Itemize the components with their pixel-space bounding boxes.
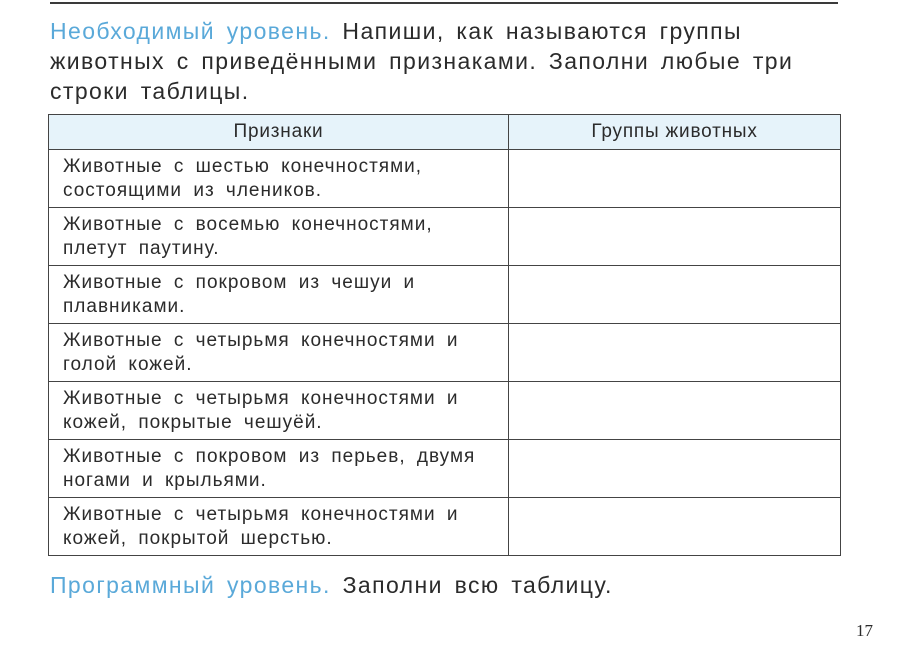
group-answer-cell[interactable] [509,266,841,324]
group-answer-cell[interactable] [509,440,841,498]
group-answer-cell[interactable] [509,382,841,440]
group-answer-cell[interactable] [509,324,841,382]
feature-cell [49,208,509,266]
feature-text: Животные с покровом из чешуи и плавниками. [63,272,416,317]
table-row [49,266,841,324]
feature-text: Животные с восемью конечностями, плетут паутину. [63,214,433,259]
feature-cell [49,324,509,382]
table-row [49,208,841,266]
feature-cell [49,150,509,208]
level-heading-required: Необходимый уровень. [50,18,331,44]
feature-cell [49,382,509,440]
table-header-row [49,115,841,150]
feature-text: Животные с шестью конечностями, состоящими из члеников. [63,156,423,201]
feature-text: Животные с покровом из перьев, двумя ногами и крыльями. [63,446,476,491]
feature-cell [49,498,509,556]
header-features: Признаки [49,115,509,150]
feature-text: Животные с четырьмя конечностями и голой кожей. [63,330,459,375]
table-row [49,498,841,556]
task-required-text: Напиши, как называются группы животных с приведёнными признаками. Заполни любые три строки таблицы. [50,18,794,104]
group-answer-cell[interactable] [509,498,841,556]
table-row [49,324,841,382]
task-required [50,16,850,106]
task-program [50,570,850,600]
table-row [49,440,841,498]
feature-cell [49,266,509,324]
page-number: 17 [856,621,873,640]
top-rule [50,2,838,4]
feature-text: Животные с четырьмя конечностями и кожей, покрытые чешуёй. [63,388,459,433]
group-answer-cell[interactable] [509,208,841,266]
feature-text: Животные с четырьмя конечностями и кожей, покрытой шерстью. [63,504,459,549]
task-program-text: Заполни всю таблицу. [330,572,613,598]
level-heading-program: Программный уровень. [50,572,331,598]
animals-table [48,114,841,556]
table-row [49,382,841,440]
table-row [49,150,841,208]
header-groups: Группы животных [509,115,841,150]
group-answer-cell[interactable] [509,150,841,208]
feature-cell [49,440,509,498]
